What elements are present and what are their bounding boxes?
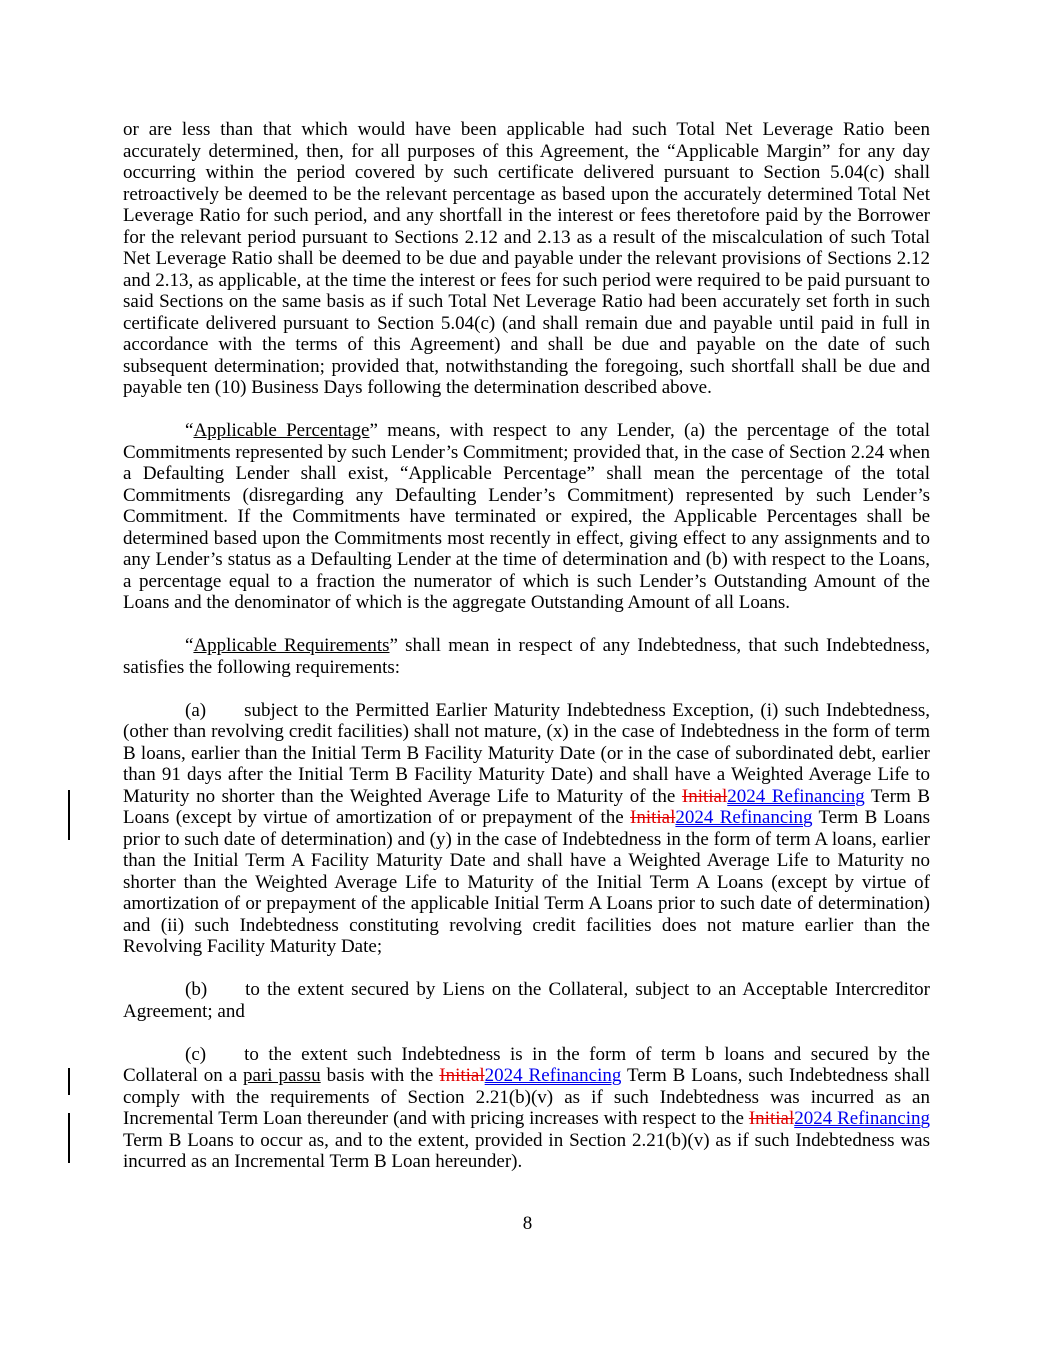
text-run: basis with the	[320, 1065, 440, 1086]
underlined-term: pari passu	[243, 1065, 321, 1086]
underlined-term: Applicable Requirements	[193, 635, 390, 656]
text-run: (c)	[185, 1043, 207, 1065]
deleted-text: Initial	[439, 1065, 485, 1086]
deleted-text: Initial	[630, 807, 676, 828]
change-bar	[68, 1068, 70, 1095]
document-body	[123, 119, 930, 1194]
underlined-term: Applicable Percentage	[193, 420, 370, 441]
inserted-text: 2024 Refinancing	[794, 1108, 930, 1129]
clause-b	[123, 979, 930, 1022]
applicable-percentage-definition	[123, 420, 930, 614]
deleted-text: Initial	[748, 1108, 795, 1129]
clause-a	[123, 700, 930, 958]
deleted-text: Initial	[681, 785, 728, 807]
inserted-text: 2024 Refinancing	[484, 1065, 622, 1086]
inserted-text: 2024 Refinancing	[727, 785, 865, 807]
inserted-text: 2024 Refinancing	[675, 807, 813, 828]
change-bar	[68, 790, 70, 840]
page-number: 8	[522, 1213, 533, 1234]
applicable-requirements-definition	[123, 635, 930, 678]
clause-c	[123, 1044, 930, 1173]
text-run: subject to the Permitted Earlier Maturity Indebtedness Exception, (i) such Indebtedness, (other than revolving credit facilities) shall not mature, (x) in the case of Indebtedness in the form of term B loans, earlier than the Initial Term B Facility Maturity Date (or in the case of subordinated debt, earlier than 91 days after the Initial Term B Facility Maturity Date) and shall have a Weighted Average Life to Maturity no shorter than the Weighted Average Life to Maturity of the	[123, 699, 930, 807]
text-run: ” means, with respect to any Lender, (a) the percentage of the total Commitments represented by such Lender’s Commitment; provided that, in the case of Section 2.24 when a Defaulting Lender shall exist, “Applicable Percentage” shall mean the percentage of the total Commitments (disregarding any Defaulting Lender’s Commitment) represented by such Lender’s Commitment. If the Commitments have terminated or expired, the Applicable Percentages shall be determined based upon the Commitments most recently in effect, giving effect to any assignments and to any Lender’s status as a Defaulting Lender at the time of determination and (b) with respect to the Loans, a percentage equal to a fraction the numerator of which is such Lender’s Outstanding Amount of the Loans and the denominator of which is the aggregate Outstanding Amount of all Loans.	[123, 420, 930, 613]
text-run: ” shall mean in respect of any Indebtedness, that such Indebtedness, satisfies the following requirements:	[123, 635, 930, 678]
text-run: (a)	[185, 699, 207, 721]
text-run: “	[185, 635, 194, 656]
continuation-paragraph	[123, 119, 930, 399]
text-run: “	[185, 420, 194, 441]
text-run: Term B Loans (except by virtue of amortization of or prepayment of the	[123, 785, 930, 828]
text-run: to the extent secured by Liens on the Collateral, subject to an Acceptable Intercreditor Agreement; and	[123, 979, 930, 1022]
text-run: Term B Loans to occur as, and to the extent, provided in Section 2.21(b)(v) as if such Indebtedness was incurred as an Incremental Term B Loan hereunder).	[123, 1129, 930, 1172]
text-run: Term B Loans, such Indebtedness shall comply with the requirements of Section 2.21(b)(v) as if such Indebtedness was incurred as an Incremental Term Loan thereunder (and with pricing increases with respect to the	[123, 1065, 930, 1129]
change-bar	[68, 1113, 70, 1163]
text-run: Term B Loans prior to such date of determination) and (y) in the case of Indebtedness in the form of term A loans, earlier than the Initial Term A Facility Maturity Date and shall have a Weighted Average Life to Maturity no shorter than the Weighted Average Life to Maturity of the Initial Term A Loans (except by virtue of amortization of or prepayment of the applicable Initial Term A Loans prior to such date of determination) and (ii) such Indebtedness constituting revolving credit facilities does not mature earlier than the Revolving Facility Maturity Date;	[123, 807, 930, 957]
text-run: or are less than that which would have been applicable had such Total Net Leverage Ratio been accurately determined, then, for all purposes of this Agreement, the “Applicable Margin” for any day occurring within the period covered by such certificate delivered pursuant to Section 5.04(c) shall retroactively be deemed to be the relevant percentage as based upon the accurately determined Total Net Leverage Ratio for such period, and any shortfall in the interest or fees theretofore paid by the Borrower for the relevant period pursuant to Sections 2.12 and 2.13 as a result of the miscalculation of such Total Net Leverage Ratio shall be deemed to be due and payable under the relevant provisions of Sections 2.12 and 2.13, as applicable, at the time the interest or fees for such period were required to be paid pursuant to said Sections on the same basis as if such Total Net Leverage Ratio had been accurately set forth in such certificate delivered pursuant to Section 5.04(c) (and shall remain due and payable until paid in full in accordance with the terms of this Agreement) and shall be due and payable on the date of such subsequent determination; provided that, notwithstanding the foregoing, such shortfall shall be due and payable ten (10) Business Days following the determination described above.	[123, 119, 930, 398]
text-run: to the extent such Indebtedness is in the form of term b loans and secured by the Collateral on a	[123, 1043, 930, 1086]
text-run: (b)	[185, 979, 208, 1000]
